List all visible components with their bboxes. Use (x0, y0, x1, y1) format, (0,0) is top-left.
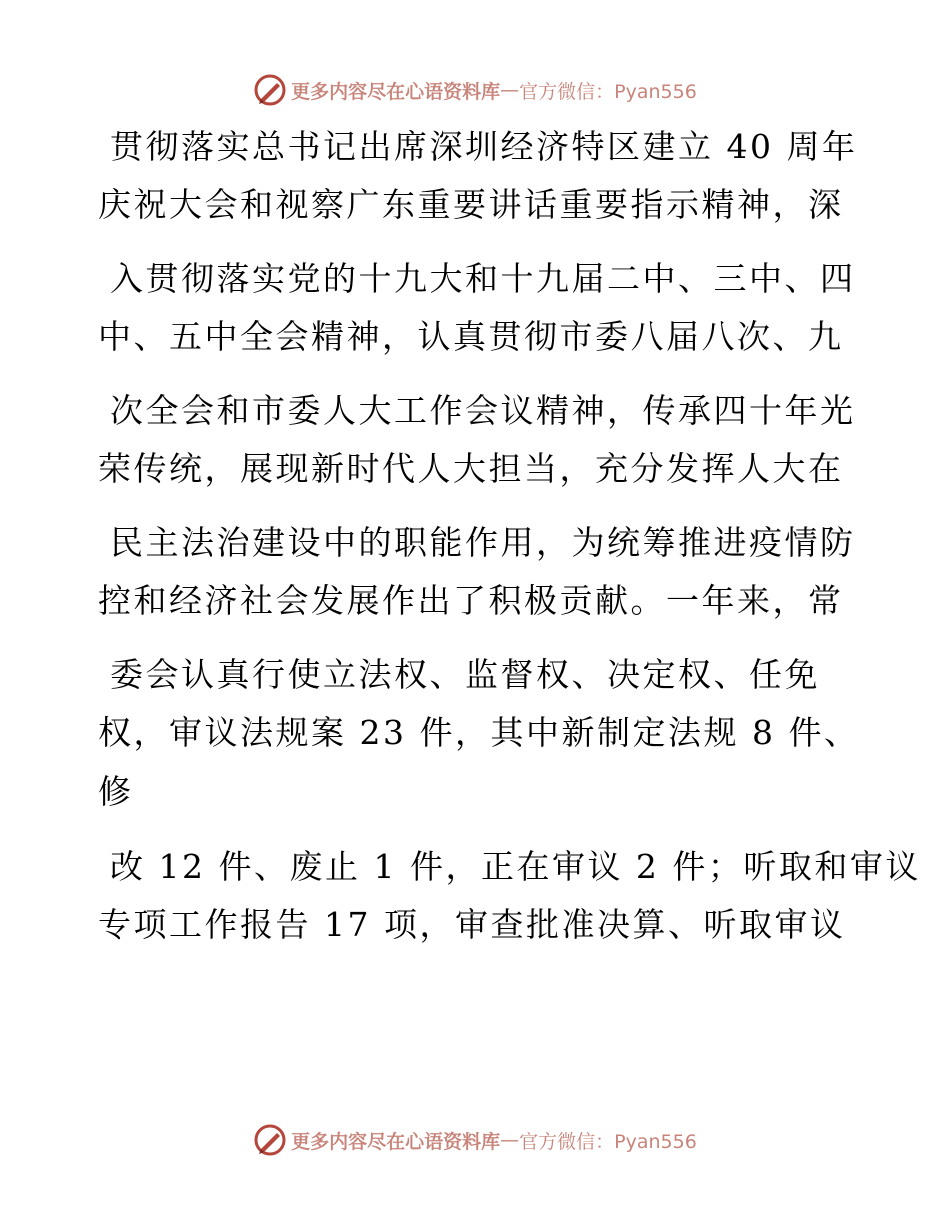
header-banner-text: 更多内容尽在心语资料库 (291, 80, 501, 103)
pen-logo-icon (253, 73, 287, 107)
body-line-3: 入贯彻落实党的十九大和十九届二中、三中、四 (110, 259, 856, 298)
footer-contact: 官方微信：Pyan556 (519, 1130, 697, 1153)
body-line-9: 委会认真行使立法权、监督权、决定权、任免 (110, 655, 820, 694)
body-line-13: 专项工作报告 17 项，审查批准决算、听取审议 (98, 905, 846, 944)
header-banner (0, 70, 950, 110)
body-line-1: 贯彻落实总书记出席深圳经济特区建立 40 周年 (110, 127, 858, 166)
body-line-11: 修 (98, 772, 134, 811)
header-contact: 官方微信：Pyan556 (519, 80, 697, 103)
body-line-7: 民主法治建设中的职能作用，为统筹推进疫情防 (110, 523, 856, 562)
body-line-12: 改 12 件、废止 1 件，正在审议 2 件；听取和审议 (110, 847, 921, 886)
body-line-10: 权，审议法规案 23 件，其中新制定法规 8 件、 (98, 713, 860, 752)
pen-logo-icon (253, 1123, 287, 1157)
body-line-5: 次全会和市委人大工作会议精神，传承四十年光 (110, 391, 856, 430)
footer-banner-text: 更多内容尽在心语资料库 (291, 1130, 501, 1153)
body-line-2: 庆祝大会和视察广东重要讲话重要指示精神，深 (98, 185, 844, 224)
footer-banner (0, 1120, 950, 1160)
header-separator: — (500, 79, 520, 101)
body-line-6: 荣传统，展现新时代人大担当，充分发挥人大在 (98, 449, 844, 488)
body-line-4: 中、五中全会精神，认真贯彻市委八届八次、九 (98, 317, 844, 356)
footer-separator: — (500, 1129, 520, 1151)
body-line-8: 控和经济社会发展作出了积极贡献。一年来，常 (98, 581, 844, 620)
